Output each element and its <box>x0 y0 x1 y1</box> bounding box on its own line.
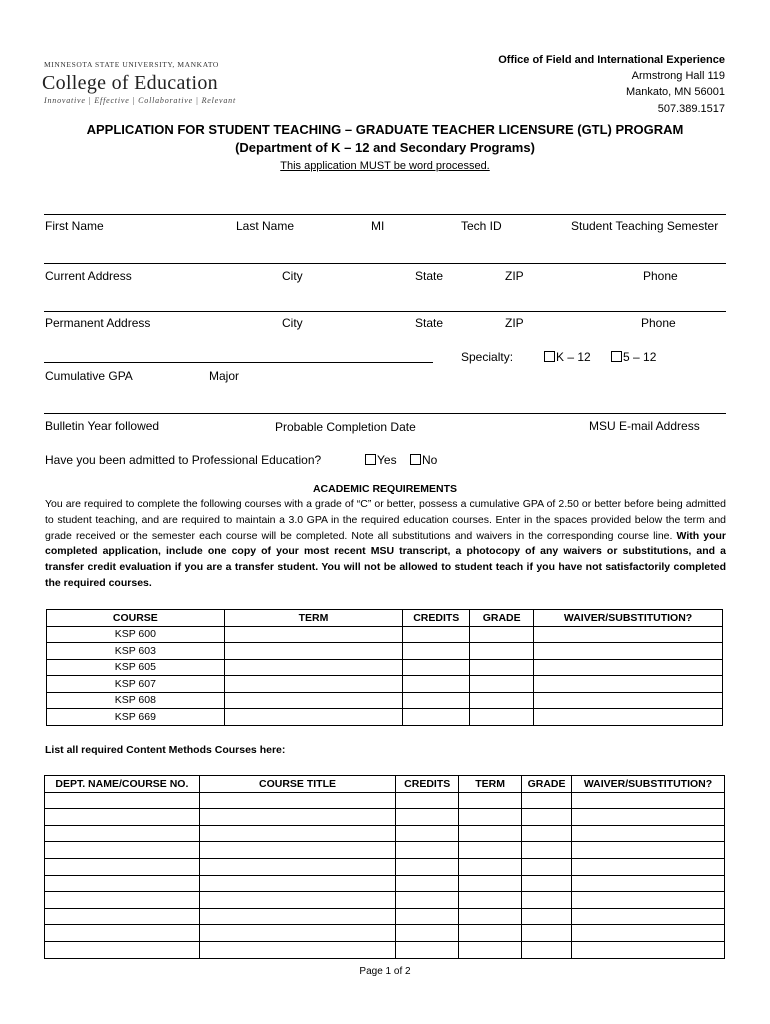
table-header-row <box>45 776 725 793</box>
grade-cell[interactable] <box>470 643 534 660</box>
admitted-no-option[interactable] <box>410 453 437 467</box>
permanent-state-label: State <box>415 316 444 330</box>
table-row[interactable] <box>45 792 725 809</box>
word-processed-note: This application MUST be word processed. <box>280 160 490 172</box>
current-zip-label: ZIP <box>505 269 524 283</box>
permanent-phone-label: Phone <box>641 316 676 330</box>
university-name: MINNESOTA STATE UNIVERSITY, MANKATO <box>44 60 219 69</box>
table-row[interactable] <box>45 875 725 892</box>
field-line[interactable] <box>44 362 433 363</box>
specialty-k12-label: K – 12 <box>556 350 591 364</box>
office-address <box>498 52 725 117</box>
col-term: TERM <box>224 610 403 627</box>
yes-label: Yes <box>377 453 397 467</box>
table-row <box>47 659 723 676</box>
permanent-city-label: City <box>282 316 303 330</box>
academic-paragraph <box>45 497 726 592</box>
current-state-label: State <box>415 269 444 283</box>
checkbox-icon[interactable] <box>410 454 421 465</box>
field-line[interactable] <box>44 214 726 215</box>
term-cell[interactable] <box>224 643 403 660</box>
checkbox-icon[interactable] <box>544 351 555 362</box>
grade-cell[interactable] <box>470 659 534 676</box>
email-label: MSU E-mail Address <box>589 419 700 433</box>
credits-cell[interactable] <box>403 709 470 726</box>
term-cell[interactable] <box>224 692 403 709</box>
col-credits: CREDITS <box>396 776 459 793</box>
academic-bold-text: With your completed application, include one copy of your most recent MSU transcript, a photocopy of any waivers or substitutions, and a transfer credit evaluation if you are a transfer student. You will not be allowed to student teach if you have not satisfactorily completed the required courses. <box>45 529 726 589</box>
admitted-yes-option[interactable] <box>365 453 397 467</box>
term-cell[interactable] <box>224 676 403 693</box>
table-header-row <box>47 610 723 627</box>
no-label: No <box>422 453 438 467</box>
page-number: Page 1 of 2 <box>359 966 411 977</box>
col-grade: GRADE <box>470 610 534 627</box>
table-row[interactable] <box>45 858 725 875</box>
table-row <box>47 692 723 709</box>
table-row[interactable] <box>45 941 725 958</box>
field-line[interactable] <box>44 311 726 312</box>
college-logo: College of Education <box>42 72 218 94</box>
course-cell: KSP 600 <box>47 626 225 643</box>
table-row[interactable] <box>45 908 725 925</box>
admitted-question: Have you been admitted to Professional Education? <box>45 453 322 467</box>
office-city: Mankato, MN 56001 <box>625 86 725 99</box>
table-row[interactable] <box>45 809 725 826</box>
course-cell: KSP 605 <box>47 659 225 676</box>
course-cell: KSP 603 <box>47 643 225 660</box>
waiver-cell[interactable] <box>534 626 723 643</box>
methods-heading: List all required Content Methods Courses here: <box>45 744 286 756</box>
college-tagline: Innovative | Effective | Collaborative | Relevant <box>44 96 236 105</box>
grade-cell[interactable] <box>470 692 534 709</box>
current-phone-label: Phone <box>643 269 678 283</box>
waiver-cell[interactable] <box>534 709 723 726</box>
term-cell[interactable] <box>224 709 403 726</box>
major-label: Major <box>209 369 240 383</box>
page-subtitle: (Department of K – 12 and Secondary Programs) <box>235 140 535 155</box>
col-title: COURSE TITLE <box>199 776 396 793</box>
col-term: TERM <box>459 776 522 793</box>
credits-cell[interactable] <box>403 659 470 676</box>
waiver-cell[interactable] <box>534 659 723 676</box>
credits-cell[interactable] <box>403 626 470 643</box>
table-row <box>47 643 723 660</box>
permanent-address-label: Permanent Address <box>45 316 151 330</box>
office-phone: 507.389.1517 <box>657 102 725 115</box>
grade-cell[interactable] <box>470 626 534 643</box>
table-row <box>47 626 723 643</box>
waiver-cell[interactable] <box>534 692 723 709</box>
current-address-label: Current Address <box>45 269 132 283</box>
table-row <box>47 709 723 726</box>
table-row[interactable] <box>45 825 725 842</box>
col-grade: GRADE <box>522 776 572 793</box>
bulletin-year-label: Bulletin Year followed <box>45 419 160 433</box>
course-cell: KSP 608 <box>47 692 225 709</box>
course-table <box>46 609 723 726</box>
credits-cell[interactable] <box>403 692 470 709</box>
table-row[interactable] <box>45 842 725 859</box>
specialty-5-12-option[interactable] <box>611 350 656 364</box>
field-line[interactable] <box>44 413 726 414</box>
grade-cell[interactable] <box>470 709 534 726</box>
col-waiver: WAIVER/SUBSTITUTION? <box>572 776 725 793</box>
last-name-label: Last Name <box>236 219 295 233</box>
term-cell[interactable] <box>224 659 403 676</box>
checkbox-icon[interactable] <box>365 454 376 465</box>
table-row[interactable] <box>45 892 725 909</box>
term-cell[interactable] <box>224 626 403 643</box>
specialty-5-12-label: 5 – 12 <box>623 350 657 364</box>
academic-text: You are required to complete the following courses with a grade of “C” or better, possess a cumulative GPA of 2.50 or better before being admitted to student teaching, and are required to maintain a 3.0 GPA in the required education courses. Enter in the spaces provided below the term and grade received or the semester each course will be completed. Note all substitutions and waivers in the corresponding course line. <box>45 498 726 542</box>
first-name-label: First Name <box>45 219 104 233</box>
table-row <box>47 676 723 693</box>
tech-id-label: Tech ID <box>461 219 502 233</box>
permanent-zip-label: ZIP <box>505 316 524 330</box>
course-cell: KSP 669 <box>47 709 225 726</box>
waiver-cell[interactable] <box>534 643 723 660</box>
field-line[interactable] <box>44 263 726 264</box>
methods-table <box>44 775 725 959</box>
completion-date-label: Probable Completion Date <box>275 420 416 434</box>
gpa-label: Cumulative GPA <box>45 369 133 383</box>
semester-label: Student Teaching Semester <box>571 219 719 233</box>
credits-cell[interactable] <box>403 676 470 693</box>
credits-cell[interactable] <box>403 643 470 660</box>
col-course: COURSE <box>47 610 225 627</box>
mi-label: MI <box>371 219 385 233</box>
current-city-label: City <box>282 269 303 283</box>
table-row[interactable] <box>45 925 725 942</box>
grade-cell[interactable] <box>470 676 534 693</box>
course-cell: KSP 607 <box>47 676 225 693</box>
academic-heading: ACADEMIC REQUIREMENTS <box>312 483 458 495</box>
office-building: Armstrong Hall 119 <box>631 70 725 83</box>
page-title: APPLICATION FOR STUDENT TEACHING – GRADUATE TEACHER LICENSURE (GTL) PROGRAM <box>86 122 684 137</box>
office-name: Office of Field and International Experience <box>498 54 725 66</box>
checkbox-icon[interactable] <box>611 351 622 362</box>
col-credits: CREDITS <box>403 610 470 627</box>
waiver-cell[interactable] <box>534 676 723 693</box>
col-dept: DEPT. NAME/COURSE NO. <box>45 776 200 793</box>
specialty-k12-option[interactable] <box>544 350 591 364</box>
specialty-label: Specialty: <box>461 350 514 364</box>
col-waiver: WAIVER/SUBSTITUTION? <box>534 610 723 627</box>
